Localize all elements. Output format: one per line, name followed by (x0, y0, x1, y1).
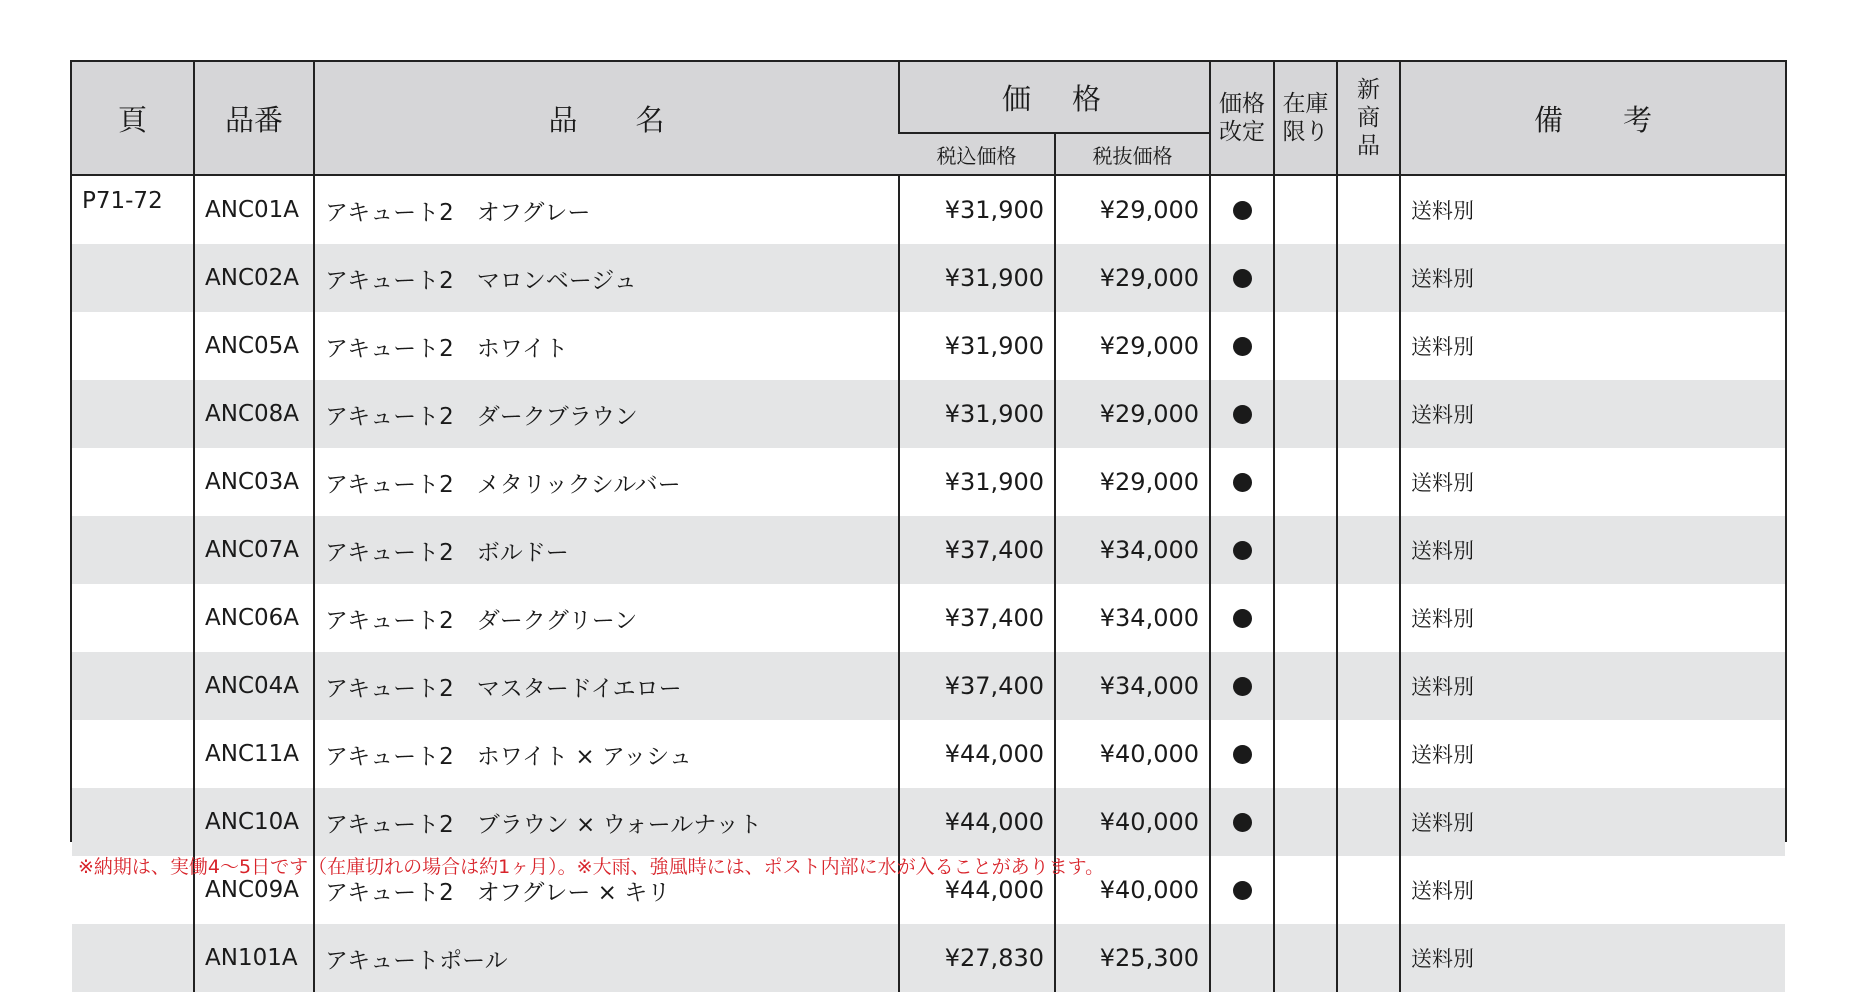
header-price-incl: 税込価格 (899, 133, 1055, 175)
cell-price-revision (1210, 924, 1274, 992)
cell-price-excl: ¥29,000 (1055, 448, 1210, 516)
cell-remarks: 送料別 (1400, 448, 1785, 516)
cell-price-revision (1210, 175, 1274, 244)
cell-new-item (1337, 244, 1400, 312)
cell-remarks: 送料別 (1400, 924, 1785, 992)
cell-price-incl: ¥31,900 (899, 175, 1055, 244)
cell-new-item (1337, 584, 1400, 652)
cell-stock-limited (1274, 856, 1337, 924)
cell-price-incl: ¥44,000 (899, 856, 1055, 924)
cell-code: ANC08A (194, 380, 314, 448)
cell-price-incl: ¥31,900 (899, 448, 1055, 516)
table-row (72, 924, 1785, 992)
price-revised-dot-icon (1233, 881, 1252, 900)
table-row (72, 720, 1785, 788)
price-revised-dot-icon (1233, 609, 1252, 628)
price-revised-dot-icon (1233, 541, 1252, 560)
cell-remarks: 送料別 (1400, 516, 1785, 584)
cell-stock-limited (1274, 448, 1337, 516)
header-price-revision-line1: 価格 (1219, 91, 1266, 117)
table-header (72, 62, 1785, 175)
cell-stock-limited (1274, 244, 1337, 312)
cell-price-excl: ¥34,000 (1055, 516, 1210, 584)
cell-new-item (1337, 720, 1400, 788)
header-page: 頁 (72, 62, 194, 175)
cell-code: ANC01A (194, 175, 314, 244)
cell-remarks: 送料別 (1400, 856, 1785, 924)
cell-code: ANC06A (194, 584, 314, 652)
price-revised-dot-icon (1233, 473, 1252, 492)
cell-name: アキュート2 ブラウン × ウォールナット (314, 788, 899, 856)
cell-price-revision (1210, 856, 1274, 924)
cell-code: ANC09A (194, 856, 314, 924)
table-row (72, 312, 1785, 380)
cell-code: ANC02A (194, 244, 314, 312)
cell-stock-limited (1274, 720, 1337, 788)
cell-page (72, 788, 194, 856)
cell-price-incl: ¥37,400 (899, 652, 1055, 720)
cell-stock-limited (1274, 584, 1337, 652)
cell-name: アキュートポール (314, 924, 899, 992)
header-stock-limited-line1: 在庫 (1282, 91, 1329, 117)
table-row (72, 516, 1785, 584)
cell-price-incl: ¥27,830 (899, 924, 1055, 992)
cell-price-incl: ¥44,000 (899, 788, 1055, 856)
cell-code: ANC04A (194, 652, 314, 720)
cell-price-revision (1210, 720, 1274, 788)
cell-name: アキュート2 メタリックシルバー (314, 448, 899, 516)
cell-price-revision (1210, 244, 1274, 312)
cell-price-excl: ¥40,000 (1055, 788, 1210, 856)
cell-price-revision (1210, 584, 1274, 652)
cell-stock-limited (1274, 312, 1337, 380)
cell-code: ANC11A (194, 720, 314, 788)
cell-price-excl: ¥25,300 (1055, 924, 1210, 992)
cell-page (72, 720, 194, 788)
cell-stock-limited (1274, 175, 1337, 244)
header-price-excl: 税抜価格 (1055, 133, 1210, 175)
cell-new-item (1337, 448, 1400, 516)
header-new-item-line3: 品 (1357, 133, 1381, 159)
header-remarks: 備考 (1400, 62, 1785, 175)
table-row (72, 244, 1785, 312)
cell-price-revision (1210, 652, 1274, 720)
cell-remarks: 送料別 (1400, 244, 1785, 312)
cell-stock-limited (1274, 924, 1337, 992)
cell-price-revision (1210, 788, 1274, 856)
cell-price-incl: ¥37,400 (899, 584, 1055, 652)
price-revised-dot-icon (1233, 201, 1252, 220)
price-revised-dot-icon (1233, 405, 1252, 424)
cell-price-excl: ¥29,000 (1055, 380, 1210, 448)
cell-page (72, 924, 194, 992)
cell-page (72, 448, 194, 516)
cell-remarks: 送料別 (1400, 720, 1785, 788)
header-stock-limited (1274, 62, 1337, 175)
price-revised-dot-icon (1233, 813, 1252, 832)
price-revised-dot-icon (1233, 677, 1252, 696)
cell-page (72, 244, 194, 312)
cell-code: ANC03A (194, 448, 314, 516)
cell-new-item (1337, 312, 1400, 380)
table-row (72, 652, 1785, 720)
header-price-revision-line2: 改定 (1219, 119, 1266, 145)
cell-price-incl: ¥31,900 (899, 312, 1055, 380)
cell-stock-limited (1274, 380, 1337, 448)
cell-name: アキュート2 ダークグリーン (314, 584, 899, 652)
cell-price-excl: ¥40,000 (1055, 856, 1210, 924)
cell-page (72, 652, 194, 720)
cell-price-revision (1210, 516, 1274, 584)
cell-price-incl: ¥31,900 (899, 244, 1055, 312)
cell-stock-limited (1274, 788, 1337, 856)
cell-new-item (1337, 652, 1400, 720)
cell-name: アキュート2 ダークブラウン (314, 380, 899, 448)
cell-price-excl: ¥34,000 (1055, 584, 1210, 652)
header-name: 品 名 (314, 62, 899, 175)
cell-name: アキュート2 マロンベージュ (314, 244, 899, 312)
table-row (72, 380, 1785, 448)
cell-remarks: 送料別 (1400, 584, 1785, 652)
header-new-item-line1: 新 (1357, 77, 1381, 103)
cell-price-revision (1210, 380, 1274, 448)
table-row (72, 788, 1785, 856)
cell-price-revision (1210, 448, 1274, 516)
cell-new-item (1337, 516, 1400, 584)
cell-price-excl: ¥29,000 (1055, 312, 1210, 380)
cell-remarks: 送料別 (1400, 312, 1785, 380)
cell-code: ANC05A (194, 312, 314, 380)
cell-page (72, 380, 194, 448)
cell-new-item (1337, 788, 1400, 856)
header-new-item (1337, 62, 1400, 175)
header-price: 価 格 (899, 62, 1210, 133)
header-code: 品番 (194, 62, 314, 175)
cell-name: アキュート2 ホワイト × アッシュ (314, 720, 899, 788)
header-new-item-line2: 商 (1357, 105, 1381, 131)
cell-page (72, 312, 194, 380)
cell-price-excl: ¥29,000 (1055, 175, 1210, 244)
cell-code: AN101A (194, 924, 314, 992)
cell-code: ANC10A (194, 788, 314, 856)
cell-price-revision (1210, 312, 1274, 380)
footnote: ※納期は、実働4～5日です（在庫切れの場合は約1ヶ月）。※大雨、強風時には、ポスト内部に水が入ることがあります。 (78, 856, 1105, 878)
cell-price-excl: ¥29,000 (1055, 244, 1210, 312)
cell-page: P71-72 (82, 188, 163, 214)
cell-remarks: 送料別 (1400, 380, 1785, 448)
cell-new-item (1337, 380, 1400, 448)
cell-stock-limited (1274, 652, 1337, 720)
cell-page (72, 516, 194, 584)
table-row (72, 175, 1785, 244)
price-revised-dot-icon (1233, 745, 1252, 764)
cell-name: アキュート2 ボルドー (314, 516, 899, 584)
table-row (72, 448, 1785, 516)
price-revised-dot-icon (1233, 269, 1252, 288)
header-price-revision (1210, 62, 1274, 175)
cell-code: ANC07A (194, 516, 314, 584)
cell-price-incl: ¥31,900 (899, 380, 1055, 448)
cell-new-item (1337, 175, 1400, 244)
cell-page (72, 584, 194, 652)
cell-name: アキュート2 ホワイト (314, 312, 899, 380)
cell-price-excl: ¥40,000 (1055, 720, 1210, 788)
cell-name: アキュート2 オフグレー (314, 175, 899, 244)
cell-price-excl: ¥34,000 (1055, 652, 1210, 720)
cell-remarks: 送料別 (1400, 652, 1785, 720)
price-revised-dot-icon (1233, 337, 1252, 356)
table-row (72, 584, 1785, 652)
cell-stock-limited (1274, 516, 1337, 584)
cell-remarks: 送料別 (1400, 175, 1785, 244)
cell-remarks: 送料別 (1400, 788, 1785, 856)
cell-price-incl: ¥44,000 (899, 720, 1055, 788)
cell-name: アキュート2 オフグレー × キリ (314, 856, 899, 924)
cell-name: アキュート2 マスタードイエロー (314, 652, 899, 720)
cell-new-item (1337, 856, 1400, 924)
header-stock-limited-line2: 限り (1282, 119, 1329, 145)
cell-price-incl: ¥37,400 (899, 516, 1055, 584)
cell-new-item (1337, 924, 1400, 992)
